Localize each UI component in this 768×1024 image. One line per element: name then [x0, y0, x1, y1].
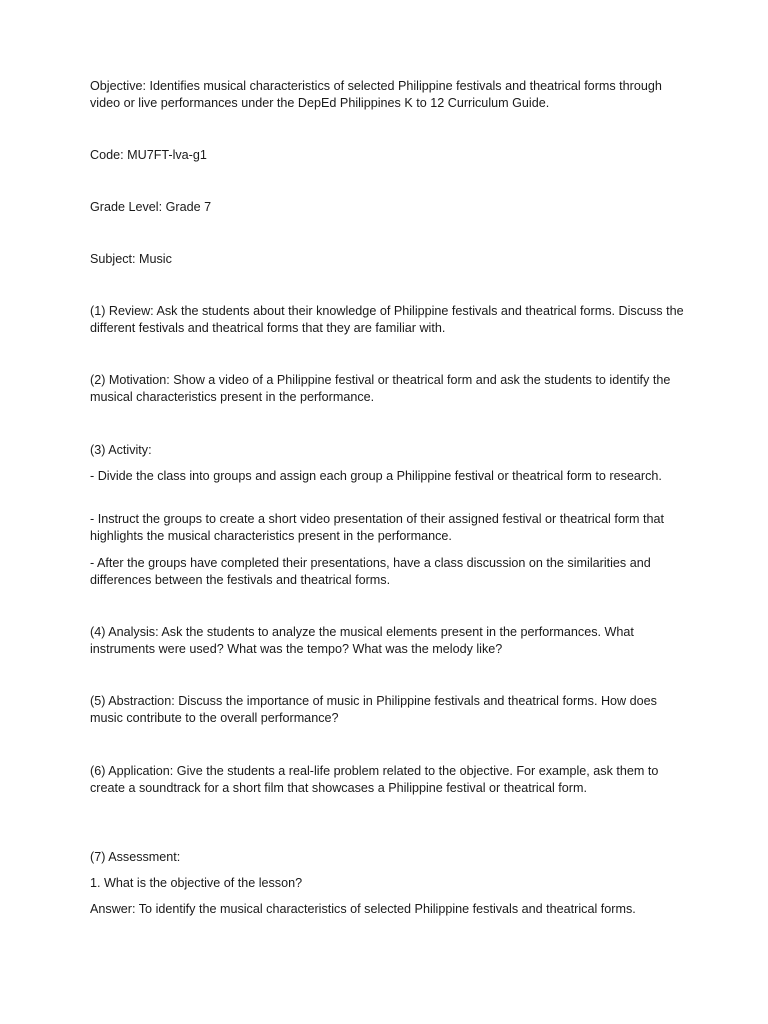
assessment-answer: Answer: To identify the musical characteristics of selected Philippine festivals and theatrical forms. — [90, 902, 636, 916]
code-line: Code: MU7FT-lva-g1 — [90, 148, 207, 162]
activity-item: - Instruct the groups to create a short video presentation of their assigned festival or theatrical form that highlights the musical characteristics present in the performance. — [90, 512, 665, 544]
assessment-heading: (7) Assessment: — [90, 850, 181, 864]
subject-line: Subject: Music — [90, 252, 172, 266]
abstraction-paragraph: (5) Abstraction: Discuss the importance of music in Philippine festivals and theatrical forms. How does music contribute to the overall performance? — [90, 694, 657, 726]
activity-item: - After the groups have completed their presentations, have a class discussion on the similarities and differences between the festivals and theatrical forms. — [90, 556, 651, 588]
motivation-paragraph: (2) Motivation: Show a video of a Philippine festival or theatrical form and ask the students to identify the musical characteristics present in the performance. — [90, 373, 671, 405]
analysis-paragraph: (4) Analysis: Ask the students to analyze the musical elements present in the performances. What instruments were used? What was the tempo? What was the melody like? — [90, 625, 634, 657]
review-paragraph: (1) Review: Ask the students about their knowledge of Philippine festivals and theatrical forms. Discuss the different festivals and theatrical forms that they are familiar with. — [90, 304, 684, 336]
grade-level-line: Grade Level: Grade 7 — [90, 200, 212, 214]
application-paragraph: (6) Application: Give the students a real-life problem related to the objective. For example, ask them to create a soundtrack for a short film that showcases a Philippine festival or theatrical form. — [90, 764, 659, 796]
objective-paragraph: Objective: Identifies musical characteristics of selected Philippine festivals and theatrical forms through video or live performances under the DepEd Philippines K to 12 Curriculum Guide. — [90, 79, 662, 111]
assessment-question: 1. What is the objective of the lesson? — [90, 876, 303, 890]
activity-heading: (3) Activity: — [90, 443, 152, 457]
activity-item: - Divide the class into groups and assign each group a Philippine festival or theatrical form to research. — [90, 469, 662, 483]
